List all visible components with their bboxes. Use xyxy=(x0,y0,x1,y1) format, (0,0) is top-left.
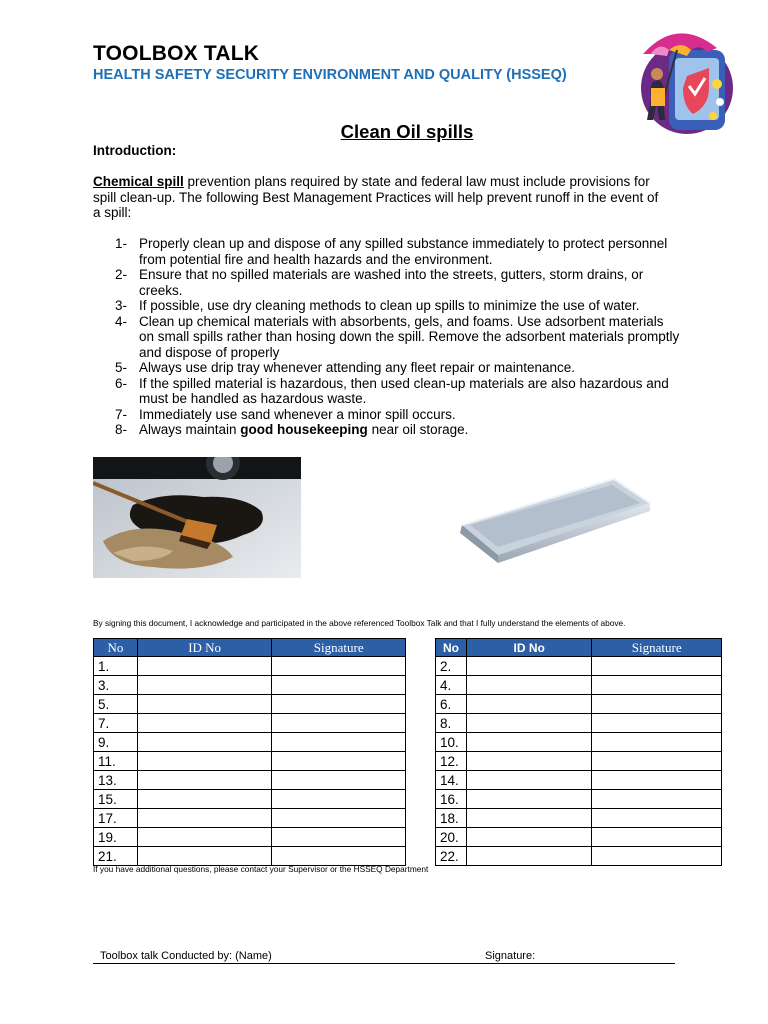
signature-field[interactable] xyxy=(592,695,722,714)
footer-divider xyxy=(93,963,675,964)
table-row xyxy=(436,809,722,828)
list-item-number: 5- xyxy=(115,360,128,375)
signature-table-right xyxy=(435,638,722,866)
signature-field[interactable] xyxy=(592,752,722,771)
id-no-field[interactable] xyxy=(137,790,271,809)
id-no-field[interactable] xyxy=(137,676,271,695)
id-no-field[interactable] xyxy=(137,752,271,771)
row-number: 11. xyxy=(94,752,138,771)
table-row xyxy=(436,733,722,752)
id-no-field[interactable] xyxy=(137,771,271,790)
table-row xyxy=(94,657,406,676)
list-item xyxy=(115,298,680,314)
row-number: 9. xyxy=(94,733,138,752)
signature-field[interactable] xyxy=(592,771,722,790)
list-item-text: Always use drip tray whenever attending any fleet repair or maintenance. xyxy=(139,360,575,375)
page-title: TOOLBOX TALK xyxy=(93,42,260,65)
list-item-number: 6- xyxy=(115,375,128,391)
broom-oil-spill-photo-icon xyxy=(93,457,301,578)
signature-field[interactable] xyxy=(272,847,406,866)
introduction-label: Introduction: xyxy=(93,143,177,158)
column-header-id-no: ID No xyxy=(466,639,591,657)
list-item-number: 2- xyxy=(115,267,128,282)
id-no-field[interactable] xyxy=(137,657,271,676)
column-header-id-no: ID No xyxy=(137,639,271,657)
column-header-signature: Signature xyxy=(592,639,722,657)
id-no-field[interactable] xyxy=(137,714,271,733)
row-number: 2. xyxy=(436,657,467,676)
list-item-text-after: near oil storage. xyxy=(367,422,469,437)
signature-table-left xyxy=(93,638,406,866)
id-no-field[interactable] xyxy=(466,790,591,809)
row-number: 15. xyxy=(94,790,138,809)
row-number: 18. xyxy=(436,809,467,828)
column-header-signature: Signature xyxy=(272,639,406,657)
id-no-field[interactable] xyxy=(466,733,591,752)
signature-field[interactable] xyxy=(272,733,406,752)
table-row xyxy=(436,657,722,676)
chemical-spill-term: Chemical spill xyxy=(93,174,184,189)
introduction-paragraph xyxy=(93,174,668,221)
table-row xyxy=(436,828,722,847)
signature-field[interactable] xyxy=(592,733,722,752)
list-item-text: Clean up chemical materials with absorbents, gels, and foams. Use adsorbent materials on small spills rather than hosing down the spill. Remove the adsorbent materials promptly and dispose of properly xyxy=(139,313,680,360)
row-number: 14. xyxy=(436,771,467,790)
signature-field[interactable] xyxy=(592,790,722,809)
list-item xyxy=(115,407,680,423)
signature-field[interactable] xyxy=(272,695,406,714)
table-row xyxy=(94,733,406,752)
row-number: 13. xyxy=(94,771,138,790)
table-row xyxy=(94,752,406,771)
list-item-text: If the spilled material is hazardous, then used clean-up materials are also hazardous and must be handled as hazardous waste. xyxy=(139,375,669,406)
table-row xyxy=(94,809,406,828)
table-row xyxy=(436,752,722,771)
column-header-no: No xyxy=(436,639,467,657)
row-number: 8. xyxy=(436,714,467,733)
signature-field[interactable] xyxy=(592,847,722,866)
table-row xyxy=(94,714,406,733)
row-number: 10. xyxy=(436,733,467,752)
table-row xyxy=(94,695,406,714)
signature-field[interactable] xyxy=(592,714,722,733)
id-no-field[interactable] xyxy=(137,809,271,828)
id-no-field[interactable] xyxy=(466,847,591,866)
list-item-number: 7- xyxy=(115,406,128,422)
id-no-field[interactable] xyxy=(466,657,591,676)
id-no-field[interactable] xyxy=(137,828,271,847)
table-row xyxy=(94,847,406,866)
document-heading-text: Clean Oil spills xyxy=(340,121,474,142)
id-no-field[interactable] xyxy=(466,771,591,790)
row-number: 17. xyxy=(94,809,138,828)
signature-field[interactable] xyxy=(272,771,406,790)
row-number: 19. xyxy=(94,828,138,847)
signature-field[interactable] xyxy=(272,676,406,695)
list-item xyxy=(115,314,680,361)
signature-field[interactable] xyxy=(592,809,722,828)
good-housekeeping-text: good housekeeping xyxy=(240,422,368,437)
table-row xyxy=(436,676,722,695)
column-header-no: No xyxy=(94,639,138,657)
row-number: 16. xyxy=(436,790,467,809)
best-practices-list xyxy=(115,236,680,438)
contact-note: If you have additional questions, please contact your Supervisor or the HSSEQ Department xyxy=(93,864,429,874)
id-no-field[interactable] xyxy=(466,809,591,828)
row-number: 5. xyxy=(94,695,138,714)
list-item xyxy=(115,236,680,267)
id-no-field[interactable] xyxy=(466,828,591,847)
id-no-field[interactable] xyxy=(466,695,591,714)
list-item-text: Ensure that no spilled materials are washed into the streets, gutters, storm drains, or creeks. xyxy=(139,267,644,298)
id-no-field[interactable] xyxy=(137,847,271,866)
conducted-by-label: Toolbox talk Conducted by: (Name) xyxy=(100,950,272,962)
id-no-field[interactable] xyxy=(466,752,591,771)
id-no-field[interactable] xyxy=(137,695,271,714)
table-row xyxy=(94,676,406,695)
signature-field[interactable] xyxy=(272,752,406,771)
signature-field[interactable] xyxy=(592,828,722,847)
id-no-field[interactable] xyxy=(137,733,271,752)
table-row xyxy=(436,714,722,733)
signature-field[interactable] xyxy=(592,657,722,676)
footer-signature-label: Signature: xyxy=(485,950,536,962)
list-item-text-before: Always maintain xyxy=(139,422,241,437)
list-item-number: 3- xyxy=(115,298,128,313)
table-row xyxy=(436,847,722,866)
row-number: 3. xyxy=(94,676,138,695)
list-item-text: Immediately use sand whenever a minor spill occurs. xyxy=(139,406,456,422)
list-item-text: If possible, use dry cleaning methods to clean up spills to minimize the use of water. xyxy=(139,298,640,313)
table-row xyxy=(94,828,406,847)
document-heading xyxy=(0,121,768,143)
list-item-text: Properly clean up and dispose of any spilled substance immediately to protect personnel from potential fire and health hazards and the environment. xyxy=(139,236,668,267)
row-number: 21. xyxy=(94,847,138,866)
row-number: 20. xyxy=(436,828,467,847)
row-number: 7. xyxy=(94,714,138,733)
drip-tray-photo-icon xyxy=(454,473,652,569)
list-item-number: 8- xyxy=(115,422,128,437)
list-item xyxy=(115,267,680,298)
table-row xyxy=(436,771,722,790)
list-item-number: 4- xyxy=(115,313,128,329)
row-number: 22. xyxy=(436,847,467,866)
table-row xyxy=(436,695,722,714)
row-number: 1. xyxy=(94,657,138,676)
table-row xyxy=(436,790,722,809)
acknowledgement-text: By signing this document, I acknowledge and participated in the above referenced Toolbox Talk and that I fully understand the elements of above. xyxy=(93,618,626,628)
introduction-text: prevention plans required by state and federal law must include provisions for spill clean-up. The following Best Management Practices will help prevent runoff in the event of a spill: xyxy=(93,174,659,220)
list-item xyxy=(115,360,680,376)
signature-field[interactable] xyxy=(272,809,406,828)
list-item-number: 1- xyxy=(115,236,128,251)
page-subtitle: HEALTH SAFETY SECURITY ENVIRONMENT AND QUALITY (HSSEQ) xyxy=(93,67,567,83)
signature-field[interactable] xyxy=(272,828,406,847)
table-row xyxy=(94,771,406,790)
id-no-field[interactable] xyxy=(466,676,591,695)
signature-field[interactable] xyxy=(272,790,406,809)
row-number: 6. xyxy=(436,695,467,714)
signature-field[interactable] xyxy=(272,714,406,733)
signature-field[interactable] xyxy=(272,657,406,676)
signature-field[interactable] xyxy=(592,676,722,695)
row-number: 4. xyxy=(436,676,467,695)
row-number: 12. xyxy=(436,752,467,771)
table-row xyxy=(94,790,406,809)
list-item xyxy=(115,422,680,438)
id-no-field[interactable] xyxy=(466,714,591,733)
list-item xyxy=(115,376,680,407)
